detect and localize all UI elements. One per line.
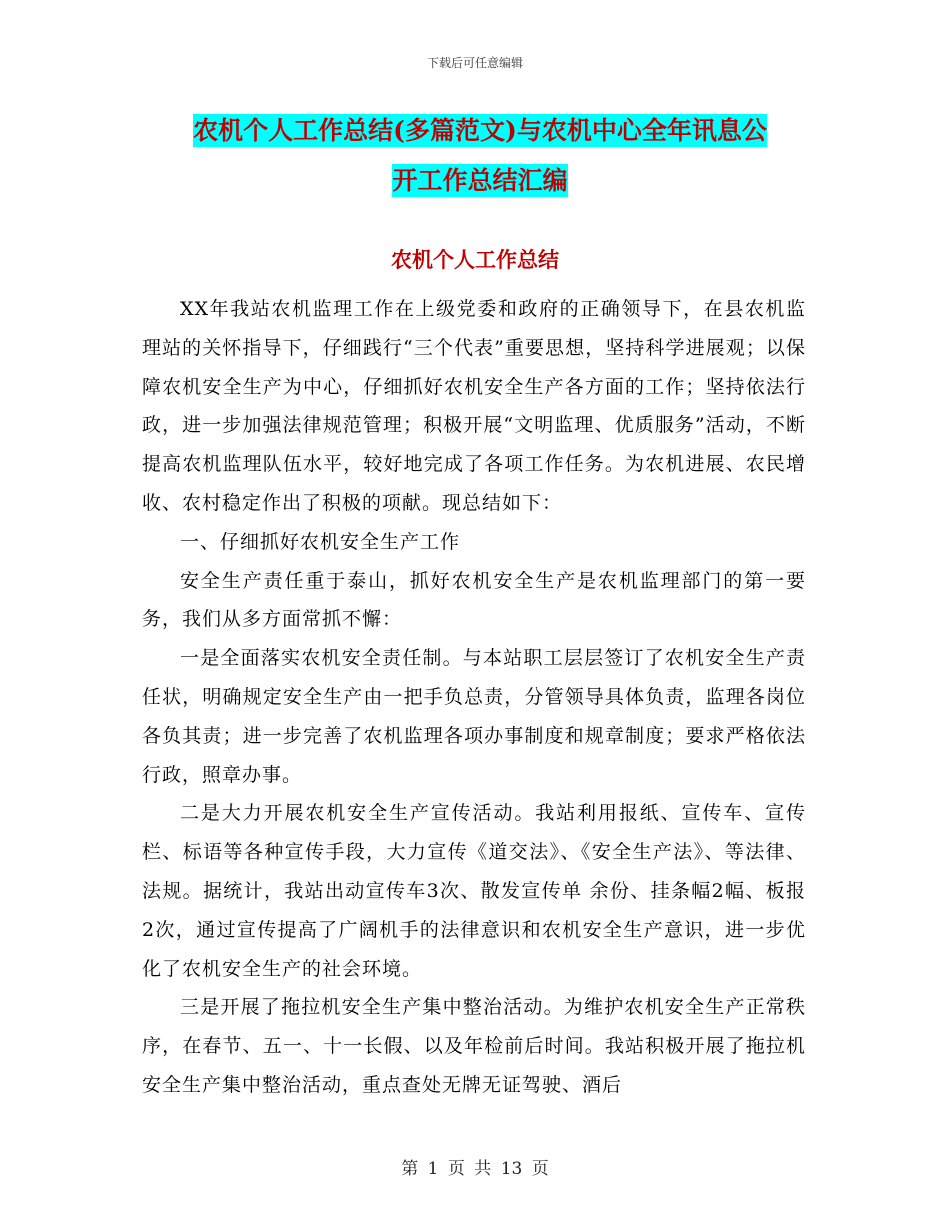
paragraph: 二是大力开展农机安全生产宣传活动。我站利用报纸、宣传车、宣传栏、标语等各种宣传手段，大力宣传《道交法》、《安全生产法》、等法律、法规。据统计，我站出动宣传车3次、散发宣传单 余份、挂条幅2幅、板报2次，通过宣传提高了广阔机手的法律意识和农机安全生产意识，进一步优化了农机安全生产的社会环境。	[142, 802, 806, 980]
document-title-line-2: 开工作总结汇编	[392, 166, 568, 195]
page-footer: 第 1 页 共 13 页	[401, 1159, 549, 1179]
paragraph: 一、仔细抓好农机安全生产工作	[180, 530, 461, 553]
body-text	[142, 290, 806, 1105]
paragraph: XX年我站农机监理工作在上级党委和政府的正确领导下，在县农机监理站的关怀指导下，仔细践行“三个代表”重要思想，坚持科学进展观；以保障农机安全生产为中心，仔细抓好农机安全生产各方面的工作；坚持依法行政，进一步加强法律规范管理；积极开展“文明监理、优质服务”活动，不断提高农机监理队伍水平，较好地完成了各项工作任务。为农机进展、农民增收、农村稳定作出了积极的项献。现总结如下：	[142, 298, 806, 514]
paragraph: 三是开展了拖拉机安全生产集中整治活动。为维护农机安全生产正常秩序，在春节、五一、十一长假、以及年检前后时间。我站积极开展了拖拉机安全生产集中整治活动，重点查处无牌无证驾驶、酒后	[142, 996, 806, 1096]
section-title: 农机个人工作总结	[391, 247, 559, 272]
header-note: 下载后可任意编辑	[426, 56, 523, 70]
paragraph: 安全生产责任重于泰山，抓好农机安全生产是农机监理部门的第一要务，我们从多方面常抓不懈：	[142, 569, 806, 631]
document-title-line-1: 农机个人工作总结(多篇范文)与农机中心全年讯息公	[193, 116, 767, 145]
paragraph: 一是全面落实农机安全责任制。与本站职工层层签订了农机安全生产责任状，明确规定安全生产由一把手负总责，分管领导具体负责，监理各岗位各负其责；进一步完善了农机监理各项办事制度和规章制度；要求严格依法行政，照章办事。	[142, 647, 806, 786]
document-title	[150, 106, 810, 206]
